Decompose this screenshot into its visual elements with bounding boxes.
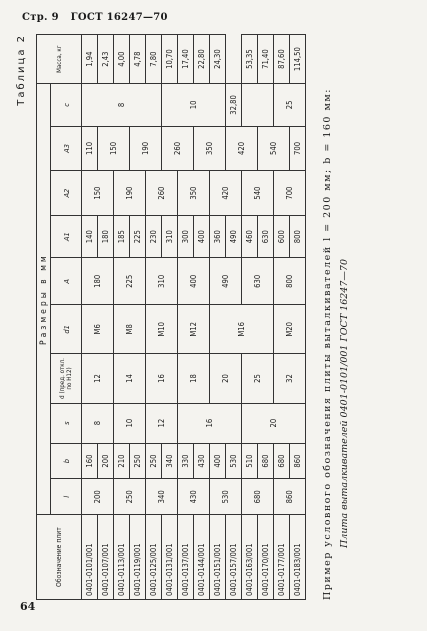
cell-b: 210 — [114, 443, 130, 479]
cell-d1: М6 — [82, 305, 114, 354]
cell-designation: 0401-0101/001 — [82, 515, 98, 600]
cell-A3: 150 — [98, 126, 130, 171]
header-c: c — [51, 84, 82, 126]
cell-mass: 114,50 — [290, 35, 306, 84]
cell-mass: 7,80 — [146, 35, 162, 84]
cell-A1: 360 — [210, 215, 226, 257]
cell-A1: 300 — [178, 215, 194, 257]
cell-A: 800 — [274, 258, 306, 305]
cell-A2: 190 — [114, 171, 146, 216]
table-row — [82, 35, 98, 600]
cell-A3: 700 — [290, 126, 306, 171]
cell-d1: М10 — [146, 305, 178, 354]
cell-designation: 0401-0113/001 — [114, 515, 130, 600]
cell-designation: 0401-0151/001 — [210, 515, 226, 600]
cell-d1: М8 — [114, 305, 146, 354]
cell-b: 530 — [226, 443, 242, 479]
cell-d1: М16 — [210, 305, 274, 354]
cell-d: 14 — [114, 354, 146, 403]
page-number: 64 — [20, 600, 36, 613]
cell-d1: М20 — [274, 305, 306, 354]
cell-s: 8 — [82, 403, 114, 443]
cell-mass: 22,80 — [194, 35, 210, 84]
cell-A1: 310 — [162, 215, 178, 257]
cell-b: 680 — [274, 443, 290, 479]
note-example: Пример условного обозначения плиты выталкивателей l = 200 мм; b = 160 мм: — [322, 88, 333, 600]
dimensions-caption: Размеры в мм — [37, 84, 51, 515]
cell-designation: 0401-0131/001 — [162, 515, 178, 600]
cell-A2: 150 — [82, 171, 114, 216]
dimensions-table — [36, 34, 306, 600]
table-row — [274, 35, 290, 600]
cell-A1: 225 — [130, 215, 146, 257]
cell-l: 860 — [274, 479, 306, 515]
cell-designation: 0401-0163/001 — [242, 515, 258, 600]
cell-b: 510 — [242, 443, 258, 479]
cell-b: 400 — [210, 443, 226, 479]
cell-A1: 400 — [194, 215, 210, 257]
cell-A1: 630 — [258, 215, 274, 257]
cell-mass: 4,78 — [130, 35, 146, 84]
cell-mass: 2,43 — [98, 35, 114, 84]
cell-l: 200 — [82, 479, 114, 515]
cell-A: 180 — [82, 258, 114, 305]
cell-mass: 71,40 — [258, 35, 274, 84]
cell-designation: 0401-0107/001 — [98, 515, 114, 600]
cell-mass: 32,80 — [226, 84, 242, 126]
cell-A2: 420 — [210, 171, 242, 216]
cell-b: 860 — [290, 443, 306, 479]
cell-d: 25 — [242, 354, 274, 403]
cell-d: 16 — [146, 354, 178, 403]
cell-mass: 10,70 — [162, 35, 178, 84]
cell-A3: 110 — [82, 126, 98, 171]
cell-d: 18 — [178, 354, 210, 403]
cell-A3: 260 — [162, 126, 194, 171]
header-A1: A1 — [51, 215, 82, 257]
cell-c: 8 — [82, 84, 162, 126]
cell-A3: 420 — [226, 126, 258, 171]
rotated-content — [14, 0, 414, 600]
cell-b: 250 — [146, 443, 162, 479]
cell-s: 20 — [242, 403, 306, 443]
cell-mass: 24,30 — [210, 35, 226, 84]
cell-b: 340 — [162, 443, 178, 479]
header-s: s — [51, 403, 82, 443]
cell-A: 310 — [146, 258, 178, 305]
cell-s: 16 — [178, 403, 242, 443]
cell-mass: 87,60 — [274, 35, 290, 84]
cell-A1: 180 — [98, 215, 114, 257]
cell-mass: 53,35 — [242, 35, 258, 84]
cell-b: 430 — [194, 443, 210, 479]
cell-l: 680 — [242, 479, 274, 515]
header-l: l — [51, 479, 82, 515]
cell-A1: 490 — [226, 215, 242, 257]
table-title: Таблица 2 — [16, 34, 27, 106]
cell-d: 32 — [274, 354, 306, 403]
cell-designation: 0401-0137/001 — [178, 515, 194, 600]
cell-A: 225 — [114, 258, 146, 305]
cell-mass: 1,94 — [82, 35, 98, 84]
cell-A: 400 — [178, 258, 210, 305]
cell-mass: 4,00 — [114, 35, 130, 84]
page-label: Стр. 9 — [22, 12, 59, 23]
cell-c — [242, 84, 274, 126]
cell-s: 10 — [114, 403, 146, 443]
cell-A1: 600 — [274, 215, 290, 257]
cell-b: 200 — [98, 443, 114, 479]
cell-A2: 540 — [242, 171, 274, 216]
header-designation: Обозначение плит — [37, 515, 82, 600]
cell-l: 530 — [210, 479, 242, 515]
header-d: d (пред. откл. по Н12) — [51, 354, 82, 403]
cell-c: 25 — [274, 84, 306, 126]
header-d1: d1 — [51, 305, 82, 354]
cell-A1: 460 — [242, 215, 258, 257]
cell-l: 250 — [114, 479, 146, 515]
cell-d: 20 — [210, 354, 242, 403]
cell-l: 430 — [178, 479, 210, 515]
cell-c: 10 — [162, 84, 226, 126]
cell-A3: 350 — [194, 126, 226, 171]
cell-designation: 0401-0144/001 — [194, 515, 210, 600]
cell-designation: 0401-0170/001 — [258, 515, 274, 600]
header-b: b — [51, 443, 82, 479]
cell-A3: 540 — [258, 126, 290, 171]
standard-label: ГОСТ 16247—70 — [70, 12, 168, 23]
cell-A1: 140 — [82, 215, 98, 257]
cell-b: 330 — [178, 443, 194, 479]
designation-note — [319, 34, 353, 600]
cell-A2: 350 — [178, 171, 210, 216]
cell-l: 340 — [146, 479, 178, 515]
cell-designation: 0401-0125/001 — [146, 515, 162, 600]
cell-designation: 0401-0119/001 — [130, 515, 146, 600]
note-designation: Плита выталкивателей 0401-0101/001 ГОСТ 16247—70 — [339, 259, 350, 548]
header-A: A — [51, 258, 82, 305]
cell-d: 12 — [82, 354, 114, 403]
cell-b: 250 — [130, 443, 146, 479]
cell-s: 12 — [146, 403, 178, 443]
cell-b: 680 — [258, 443, 274, 479]
cell-A2: 260 — [146, 171, 178, 216]
cell-designation: 0401-0157/001 — [226, 515, 242, 600]
cell-A: 630 — [242, 258, 274, 305]
cell-A1: 230 — [146, 215, 162, 257]
cell-A1: 800 — [290, 215, 306, 257]
header-A3: A3 — [51, 126, 82, 171]
cell-mass: 17,40 — [178, 35, 194, 84]
header-A2: A2 — [51, 171, 82, 216]
cell-A: 490 — [210, 258, 242, 305]
cell-d1: М12 — [178, 305, 210, 354]
cell-A1: 185 — [114, 215, 130, 257]
cell-A2: 700 — [274, 171, 306, 216]
header-mass: Масса, кг — [37, 35, 82, 84]
cell-designation: 0401-0177/001 — [274, 515, 290, 600]
cell-designation: 0401-0183/001 — [290, 515, 306, 600]
cell-A3: 190 — [130, 126, 162, 171]
cell-b: 160 — [82, 443, 98, 479]
